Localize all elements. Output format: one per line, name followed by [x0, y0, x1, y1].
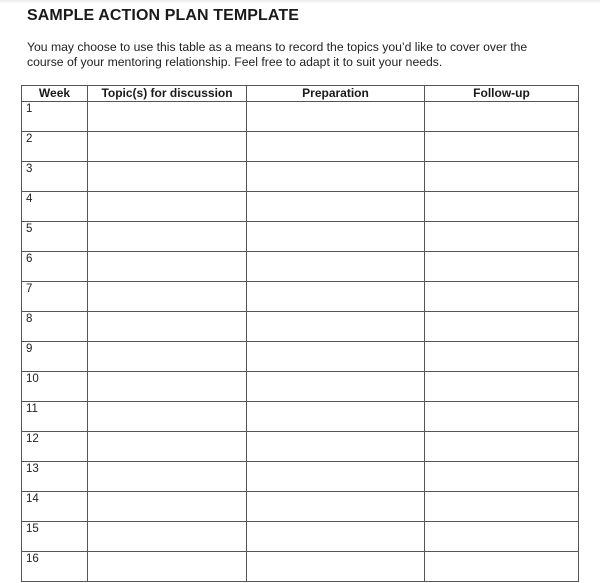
- header-week: Week: [22, 86, 88, 102]
- preparation-cell[interactable]: [247, 492, 425, 522]
- table-row: [22, 252, 579, 282]
- follow-up-cell[interactable]: [425, 282, 579, 312]
- topic-cell[interactable]: [88, 282, 247, 312]
- preparation-cell[interactable]: [247, 372, 425, 402]
- header-preparation: Preparation: [247, 86, 425, 102]
- week-cell: [22, 462, 88, 492]
- week-cell: [22, 162, 88, 192]
- topic-cell[interactable]: [88, 312, 247, 342]
- week-number: 1: [26, 103, 33, 115]
- topic-cell[interactable]: [88, 252, 247, 282]
- preparation-cell[interactable]: [247, 342, 425, 372]
- table-header-row: [22, 86, 579, 102]
- week-number: 7: [26, 283, 33, 295]
- table-row: [22, 162, 579, 192]
- follow-up-cell[interactable]: [425, 342, 579, 372]
- table-row: [22, 222, 579, 252]
- preparation-cell[interactable]: [247, 102, 425, 132]
- week-cell: [22, 402, 88, 432]
- topic-cell[interactable]: [88, 462, 247, 492]
- topic-cell[interactable]: [88, 192, 247, 222]
- topic-cell[interactable]: [88, 222, 247, 252]
- follow-up-cell[interactable]: [425, 432, 579, 462]
- week-number: 2: [26, 133, 33, 145]
- topic-cell[interactable]: [88, 432, 247, 462]
- preparation-cell[interactable]: [247, 282, 425, 312]
- follow-up-cell[interactable]: [425, 252, 579, 282]
- preparation-cell[interactable]: [247, 222, 425, 252]
- follow-up-cell[interactable]: [425, 552, 579, 582]
- topic-cell[interactable]: [88, 102, 247, 132]
- follow-up-cell[interactable]: [425, 372, 579, 402]
- week-cell: [22, 492, 88, 522]
- table-row: [22, 102, 579, 132]
- table-row: [22, 402, 579, 432]
- week-cell: [22, 432, 88, 462]
- table-row: [22, 492, 579, 522]
- page-top-edge: [0, 0, 600, 4]
- topic-cell[interactable]: [88, 522, 247, 552]
- intro-paragraph: [27, 40, 587, 70]
- table-row: [22, 522, 579, 552]
- topic-cell[interactable]: [88, 492, 247, 522]
- follow-up-cell[interactable]: [425, 402, 579, 432]
- preparation-cell[interactable]: [247, 432, 425, 462]
- table-row: [22, 342, 579, 372]
- preparation-cell[interactable]: [247, 192, 425, 222]
- table-row: [22, 372, 579, 402]
- preparation-cell[interactable]: [247, 162, 425, 192]
- topic-cell[interactable]: [88, 372, 247, 402]
- week-cell: [22, 192, 88, 222]
- week-cell: [22, 372, 88, 402]
- topic-cell[interactable]: [88, 342, 247, 372]
- table-row: [22, 192, 579, 222]
- week-cell: [22, 342, 88, 372]
- week-number: 5: [26, 223, 33, 235]
- week-number: 14: [26, 493, 39, 505]
- follow-up-cell[interactable]: [425, 132, 579, 162]
- week-number: 4: [26, 193, 33, 205]
- topic-cell[interactable]: [88, 402, 247, 432]
- follow-up-cell[interactable]: [425, 192, 579, 222]
- week-cell: [22, 522, 88, 552]
- follow-up-cell[interactable]: [425, 312, 579, 342]
- week-number: 10: [26, 373, 39, 385]
- table-row: [22, 462, 579, 492]
- week-number: 3: [26, 163, 33, 175]
- preparation-cell[interactable]: [247, 312, 425, 342]
- week-number: 12: [26, 433, 39, 445]
- preparation-cell[interactable]: [247, 522, 425, 552]
- week-number: 11: [26, 403, 38, 415]
- topic-cell[interactable]: [88, 162, 247, 192]
- week-number: 16: [26, 553, 39, 565]
- intro-line-2: course of your mentoring relationship. Feel free to adapt it to suit your needs.: [27, 55, 443, 69]
- table-row: [22, 432, 579, 462]
- topic-cell[interactable]: [88, 132, 247, 162]
- preparation-cell[interactable]: [247, 132, 425, 162]
- week-number: 13: [26, 463, 39, 475]
- preparation-cell[interactable]: [247, 402, 425, 432]
- week-number: 8: [26, 313, 33, 325]
- follow-up-cell[interactable]: [425, 522, 579, 552]
- preparation-cell[interactable]: [247, 252, 425, 282]
- week-number: 15: [26, 523, 39, 535]
- week-cell: [22, 282, 88, 312]
- follow-up-cell[interactable]: [425, 102, 579, 132]
- header-follow-up: Follow-up: [425, 86, 579, 102]
- document-title: SAMPLE ACTION PLAN TEMPLATE: [27, 7, 300, 24]
- header-topics: Topic(s) for discussion: [88, 86, 247, 102]
- week-cell: [22, 552, 88, 582]
- table-row: [22, 552, 579, 582]
- intro-line-1: You may choose to use this table as a means to record the topics you’d like to cover over the: [27, 40, 528, 54]
- preparation-cell[interactable]: [247, 462, 425, 492]
- week-cell: [22, 132, 88, 162]
- topic-cell[interactable]: [88, 552, 247, 582]
- week-cell: [22, 252, 88, 282]
- week-cell: [22, 222, 88, 252]
- week-number: 6: [26, 253, 33, 265]
- table-row: [22, 282, 579, 312]
- table-row: [22, 312, 579, 342]
- week-cell: [22, 312, 88, 342]
- week-cell: [22, 102, 88, 132]
- follow-up-cell[interactable]: [425, 492, 579, 522]
- follow-up-cell[interactable]: [425, 462, 579, 492]
- follow-up-cell[interactable]: [425, 222, 579, 252]
- week-number: 9: [26, 343, 33, 355]
- preparation-cell[interactable]: [247, 552, 425, 582]
- table-row: [22, 132, 579, 162]
- table-body: [22, 102, 579, 582]
- action-plan-table: [21, 85, 579, 582]
- follow-up-cell[interactable]: [425, 162, 579, 192]
